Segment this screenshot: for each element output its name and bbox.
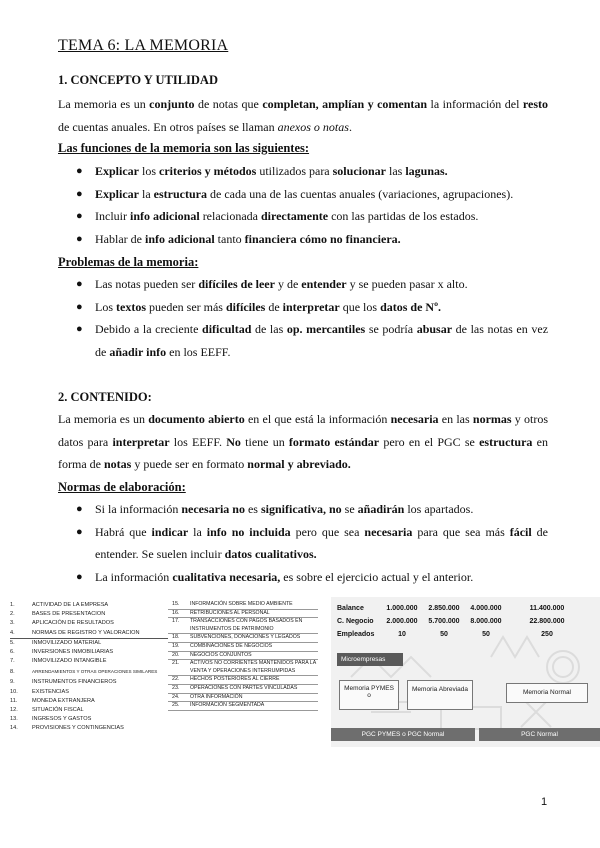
text-run: notas bbox=[103, 457, 132, 471]
note-item bbox=[10, 657, 168, 666]
table-cell: 50 bbox=[440, 631, 448, 638]
table-cell: 22.800.000 bbox=[529, 618, 565, 625]
note-label: ACTIVOS NO CORRIENTES MANTENIDOS PARA LA VENTA Y OPERACIONES INTERRUMPIDAS bbox=[190, 660, 316, 674]
section-2-heading: 2. CONTENIDO: bbox=[58, 390, 152, 404]
text-run: difíciles bbox=[225, 299, 266, 314]
text-run: directamente bbox=[260, 209, 329, 223]
note-label: BASES DE PRESENTACION bbox=[32, 611, 106, 618]
text-run: Explicar bbox=[95, 186, 139, 201]
bullet-item bbox=[58, 521, 548, 566]
text-run: interpretar bbox=[112, 434, 170, 449]
text-run: de las notas en vez de bbox=[95, 322, 549, 359]
note-label: APLICACIÓN DE RESULTADOS bbox=[32, 620, 114, 627]
text-run: datos de Nº. bbox=[380, 299, 442, 314]
text-run: necesaria bbox=[390, 412, 439, 426]
note-number: 3. bbox=[10, 620, 15, 627]
row-label: Balance bbox=[337, 605, 364, 612]
note-label: SUBVENCIONES, DONACIONES Y LEGADOS bbox=[190, 634, 301, 641]
text-run: de notas que bbox=[194, 97, 263, 111]
text-run: Debido a la creciente bbox=[95, 322, 203, 336]
text-run: de entender. Se suelen incluir bbox=[95, 524, 549, 561]
note-number: 10. bbox=[10, 688, 18, 695]
table-row bbox=[337, 615, 587, 628]
text-run: es bbox=[244, 502, 261, 516]
note-item bbox=[10, 715, 168, 724]
memoria-normal-box: Memoria Normal bbox=[506, 683, 588, 703]
text-run: estructura bbox=[479, 434, 533, 449]
note-item bbox=[10, 610, 168, 619]
text-run: dificultad bbox=[202, 322, 252, 336]
note-number: 24. bbox=[172, 693, 180, 700]
text-run: de cuentas anuales. En otros países se llaman bbox=[58, 119, 278, 134]
text-run: Habrá que bbox=[95, 524, 152, 539]
text-run: en las bbox=[438, 412, 473, 426]
text-run: las bbox=[385, 164, 406, 178]
funciones-list bbox=[58, 160, 548, 250]
note-number: 1. bbox=[10, 602, 15, 608]
row-label: C. Negocio bbox=[337, 618, 374, 625]
text-run: los EEFF. bbox=[169, 434, 227, 449]
text-run: La memoria es un bbox=[58, 97, 150, 111]
section-1-paragraph bbox=[58, 93, 548, 138]
text-run: añadirán bbox=[357, 502, 405, 516]
text-run: Los bbox=[95, 299, 116, 314]
page-number: 1 bbox=[541, 796, 548, 808]
microempresas-label: Microempresas bbox=[337, 653, 403, 666]
text-run: criterios y métodos bbox=[159, 164, 257, 178]
text-run: en los EEFF. bbox=[166, 344, 231, 359]
note-label: PROVISIONES Y CONTINGENCIAS bbox=[32, 725, 124, 732]
problemas-list bbox=[58, 273, 548, 363]
note-number: 8. bbox=[10, 669, 15, 676]
table-cell: 4.000.000 bbox=[470, 605, 502, 612]
bullet-icon: ● bbox=[76, 323, 83, 335]
thresholds-table bbox=[337, 602, 587, 641]
note-item bbox=[168, 660, 318, 676]
bullet-icon: ● bbox=[76, 503, 83, 515]
note-number: 6. bbox=[10, 648, 15, 655]
text-run: pero que sea bbox=[290, 524, 365, 539]
text-run: los apartados. bbox=[404, 502, 474, 516]
note-item bbox=[10, 601, 168, 610]
text-run: difíciles de leer bbox=[198, 277, 275, 291]
note-number: 19. bbox=[172, 642, 180, 649]
text-run: de cada una de las cuentas anuales (variaciones, agrupaciones). bbox=[207, 186, 514, 201]
text-run: Explicar bbox=[95, 164, 139, 178]
note-label: OPERACIONES CON PARTES VINCULADAS bbox=[190, 684, 298, 691]
note-label: NEGOCIOS CONJUNTOS bbox=[190, 651, 252, 658]
note-item bbox=[10, 678, 168, 687]
bullet-item bbox=[58, 273, 548, 296]
note-number: 15. bbox=[172, 601, 180, 607]
note-number: 4. bbox=[10, 629, 15, 636]
note-item bbox=[10, 688, 168, 697]
text-run: . bbox=[348, 119, 352, 134]
note-item bbox=[168, 634, 318, 643]
note-label: INMOVILIZADO MATERIAL bbox=[32, 639, 102, 646]
normas-title: Normas de elaboración: bbox=[58, 480, 186, 494]
text-run: la bbox=[139, 186, 154, 201]
text-run: textos bbox=[116, 299, 146, 314]
note-number: 22. bbox=[172, 676, 180, 683]
text-run: y se pueden pasar x alto. bbox=[346, 277, 468, 291]
text-run: y puede ser en formato bbox=[131, 457, 248, 471]
memoria-pymes-box: Memoria PYMES o bbox=[339, 680, 399, 710]
table-cell: 8.000.000 bbox=[470, 618, 502, 625]
note-item bbox=[10, 619, 168, 628]
row-label: Empleados bbox=[337, 631, 375, 638]
page-title: TEMA 6: LA MEMORIA bbox=[58, 37, 229, 54]
text-run: Hablar de bbox=[95, 231, 145, 246]
bullet-item bbox=[58, 183, 548, 206]
bullet-icon: ● bbox=[76, 278, 83, 290]
note-number: 5. bbox=[10, 639, 15, 646]
text-run: es sobre el ejercicio actual y el anterior. bbox=[280, 569, 474, 584]
text-run: fácil bbox=[509, 524, 532, 539]
note-label: HECHOS POSTERIORES AL CIERRE bbox=[190, 676, 280, 683]
bullet-icon: ● bbox=[76, 300, 83, 313]
note-label: INMOVILIZADO INTANGIBLE bbox=[32, 658, 107, 665]
note-item bbox=[168, 685, 318, 694]
memoria-notes-list-right bbox=[168, 601, 318, 739]
section-2-paragraph bbox=[58, 408, 548, 476]
text-run: necesaria bbox=[364, 524, 413, 539]
note-item bbox=[10, 639, 168, 648]
text-run: completan, amplían y comentan bbox=[262, 97, 428, 111]
note-item bbox=[10, 697, 168, 706]
text-run: resto bbox=[522, 97, 548, 111]
text-run: entender bbox=[301, 277, 347, 291]
text-run: se podría bbox=[365, 322, 417, 336]
text-run: los bbox=[139, 164, 160, 178]
text-run: abusar bbox=[416, 322, 453, 336]
bullet-icon: ● bbox=[76, 570, 83, 583]
text-run: La información bbox=[95, 569, 173, 584]
table-cell: 250 bbox=[541, 631, 553, 638]
text-run: y otros datos para bbox=[58, 412, 549, 449]
pgc-normal-bar: PGC Normal bbox=[479, 728, 600, 741]
note-label: COMBINACIONES DE NEGOCIOS bbox=[190, 642, 273, 649]
note-label: SITUACIÓN FISCAL bbox=[32, 706, 84, 713]
table-row bbox=[337, 628, 587, 641]
note-item bbox=[10, 666, 168, 678]
section-1-heading: 1. CONCEPTO Y UTILIDAD bbox=[58, 73, 218, 87]
pgc-pymes-bar: PGC PYMES o PGC Normal bbox=[331, 728, 475, 741]
note-label: ACTIVIDAD DE LA EMPRESA bbox=[32, 602, 109, 608]
note-label: RETRIBUCIONES AL PERSONAL bbox=[190, 609, 270, 616]
table-cell: 2.850.000 bbox=[428, 605, 460, 612]
bullet-item bbox=[58, 296, 548, 319]
note-label: NORMAS DE REGISTRO Y VALORACION bbox=[32, 629, 140, 636]
note-number: 25. bbox=[172, 702, 180, 709]
note-label: INFORMACIÓN SEGMENTADA bbox=[190, 702, 265, 709]
note-item bbox=[10, 724, 168, 733]
table-cell: 2.000.000 bbox=[386, 618, 418, 625]
text-run: normal y abreviado. bbox=[247, 457, 351, 471]
note-number: 12. bbox=[10, 706, 18, 713]
text-run: que los bbox=[339, 299, 381, 314]
text-run: pueden ser más bbox=[146, 299, 226, 314]
note-number: 18. bbox=[172, 634, 180, 641]
note-item bbox=[168, 618, 318, 634]
note-label: OTRA INFORMACIÓN bbox=[190, 693, 243, 700]
table-cell: 5.700.000 bbox=[428, 618, 460, 625]
note-item bbox=[168, 694, 318, 703]
note-item bbox=[168, 652, 318, 661]
text-run: anexos o notas bbox=[277, 119, 349, 134]
text-run: la bbox=[188, 524, 207, 539]
note-number: 21. bbox=[172, 660, 180, 667]
text-run: indicar bbox=[151, 524, 189, 539]
text-run: estructura bbox=[153, 186, 207, 201]
text-run: en forma de bbox=[58, 434, 548, 471]
note-number: 11. bbox=[10, 697, 18, 704]
bullet-icon: ● bbox=[76, 187, 83, 200]
note-number: 20. bbox=[172, 651, 180, 658]
text-run: tanto bbox=[214, 231, 245, 246]
bullet-icon: ● bbox=[76, 210, 83, 222]
note-number: 13. bbox=[10, 716, 18, 723]
note-item bbox=[168, 643, 318, 652]
note-label: INVERSIONES INMOBILIARIAS bbox=[32, 648, 114, 655]
bullet-icon: ● bbox=[76, 232, 83, 245]
text-run: La memoria es un bbox=[58, 412, 149, 426]
note-item bbox=[168, 601, 318, 610]
note-item bbox=[168, 702, 318, 711]
text-run: lagunas. bbox=[405, 164, 448, 178]
bullet-item bbox=[58, 566, 548, 589]
bullet-icon: ● bbox=[76, 525, 83, 538]
table-cell: 1.000.000 bbox=[386, 605, 418, 612]
problemas-title: Problemas de la memoria: bbox=[58, 255, 199, 269]
memoria-thresholds-diagram bbox=[331, 597, 600, 747]
note-label: INSTRUMENTOS FINANCIEROS bbox=[32, 679, 117, 686]
note-number: 17. bbox=[172, 618, 180, 625]
bullet-item bbox=[58, 498, 548, 521]
text-run: significativa, no bbox=[260, 502, 342, 516]
note-item bbox=[10, 706, 168, 715]
text-run: Las notas pueden ser bbox=[95, 277, 199, 291]
note-number: 14. bbox=[10, 725, 18, 732]
table-row bbox=[337, 602, 587, 615]
note-item bbox=[10, 648, 168, 657]
text-run: utilizados para bbox=[256, 164, 333, 178]
note-item bbox=[10, 629, 168, 639]
table-cell: 11.400.000 bbox=[529, 605, 565, 612]
text-run: conjunto bbox=[149, 97, 195, 111]
text-run: info adicional bbox=[130, 209, 200, 223]
note-item bbox=[168, 676, 318, 685]
note-label: TRANSACCIONES CON PAGOS BASADOS EN INSTRUMENTOS DE PATRIMONIO bbox=[190, 618, 303, 632]
note-label: INGRESOS Y GASTOS bbox=[32, 716, 92, 723]
note-label: ARRENDAMIENTOS Y OTRAS OPERACIONES SIMILARES bbox=[32, 669, 158, 675]
note-number: 2. bbox=[10, 611, 15, 618]
text-run: solucionar bbox=[332, 164, 386, 178]
text-run: relacionada bbox=[199, 209, 261, 223]
text-run: datos cualitativos. bbox=[224, 547, 317, 561]
text-run: op. mercantiles bbox=[286, 322, 366, 336]
note-label: INFORMACIÓN SOBRE MEDIO AMBIENTE bbox=[190, 601, 293, 607]
table-cell: 10 bbox=[398, 631, 406, 638]
note-number: 16. bbox=[172, 609, 180, 616]
text-run: Incluir bbox=[95, 209, 130, 223]
note-label: MONEDA EXTRANJERA bbox=[32, 697, 95, 704]
text-run: añadir info bbox=[109, 344, 167, 359]
text-run: la información del bbox=[427, 97, 523, 111]
table-cell: 50 bbox=[482, 631, 490, 638]
text-run: documento abierto bbox=[148, 412, 245, 426]
text-run: de bbox=[265, 299, 283, 314]
text-run: cualitativa necesaria, bbox=[172, 569, 281, 584]
text-run: normas bbox=[472, 412, 512, 426]
text-run: se bbox=[341, 502, 358, 516]
text-run: financiera cómo no financiera. bbox=[244, 231, 401, 246]
bullet-item bbox=[58, 228, 548, 251]
text-run: pero en el PGC se bbox=[379, 434, 480, 449]
note-number: 23. bbox=[172, 684, 180, 691]
bullet-item bbox=[58, 318, 548, 363]
text-run: con las partidas de los estados. bbox=[328, 209, 479, 223]
note-label: EXISTENCIAS bbox=[32, 688, 69, 695]
text-run: Si la información bbox=[95, 502, 182, 516]
text-run: y de bbox=[274, 277, 302, 291]
note-number: 7. bbox=[10, 658, 15, 665]
text-run: formato estándar bbox=[288, 434, 380, 449]
bullet-item bbox=[58, 205, 548, 228]
text-run: para que sea más bbox=[412, 524, 510, 539]
text-run: tiene un bbox=[240, 434, 289, 449]
text-run: No bbox=[226, 434, 241, 449]
memoria-notes-list-left bbox=[10, 601, 168, 747]
text-run: info adicional bbox=[144, 231, 215, 246]
bullet-icon: ● bbox=[76, 165, 83, 177]
text-run: necesaria no bbox=[181, 502, 245, 516]
normas-list bbox=[58, 498, 548, 588]
text-run: interpretar bbox=[282, 299, 340, 314]
funciones-title: Las funciones de la memoria son las siguientes: bbox=[58, 141, 310, 155]
text-run: info no incluida bbox=[206, 524, 291, 539]
text-run: en el que está la información bbox=[244, 412, 391, 426]
text-run: de las bbox=[251, 322, 287, 336]
note-item bbox=[168, 610, 318, 619]
note-number: 9. bbox=[10, 679, 15, 686]
memoria-abreviada-box: Memoria Abreviada bbox=[407, 680, 473, 710]
memoria-figure bbox=[0, 597, 600, 747]
bullet-item bbox=[58, 160, 548, 183]
